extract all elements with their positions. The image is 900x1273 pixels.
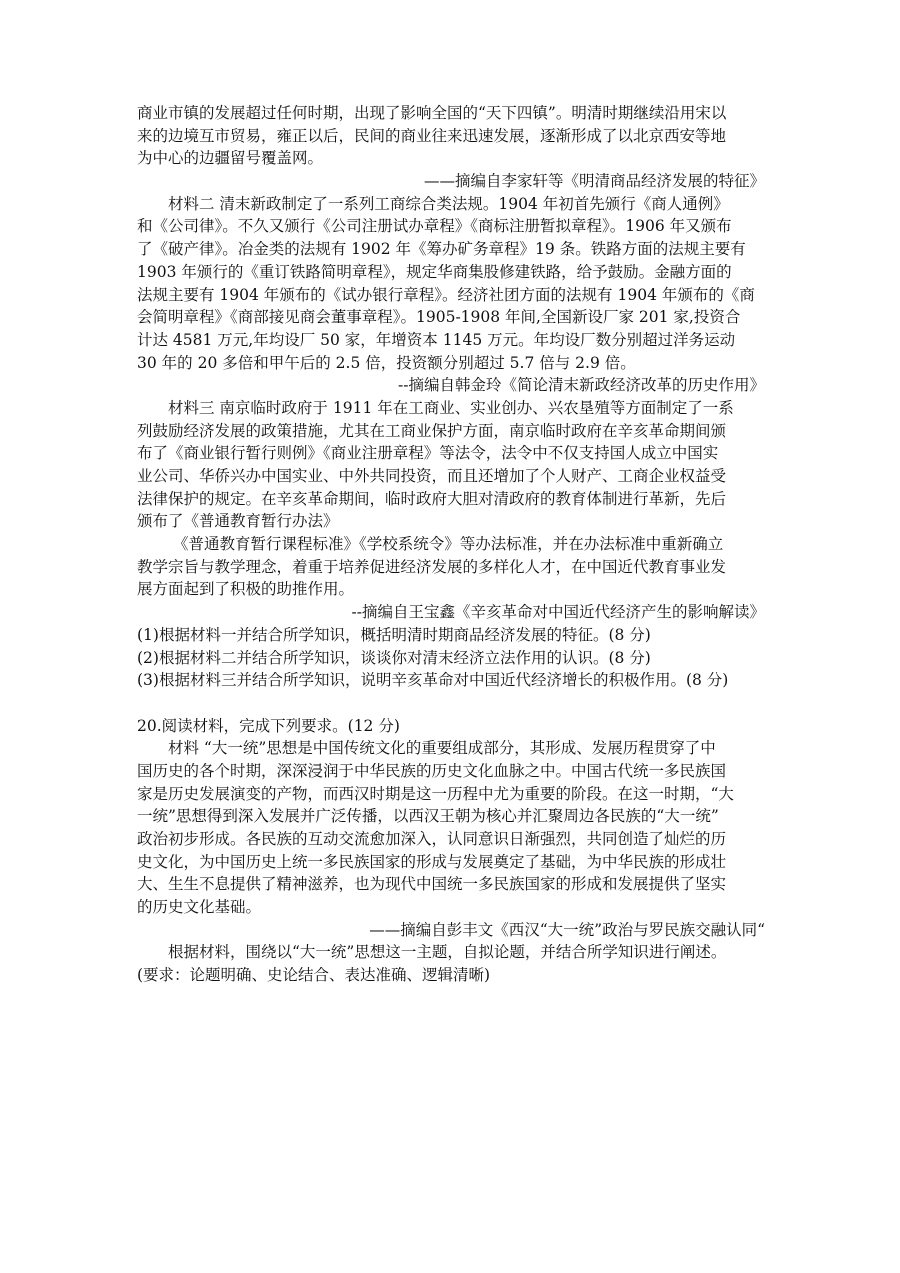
text-line: 《普通教育暂行课程标准》《学校系统令》等办法标准，并在办法标准中重新确立 [173,535,724,554]
text-line: 1903 年颁行的《重订铁路简明章程》，规定华商集股修建铁路，给予鼓励。金融方面的 [137,262,732,281]
question20-title: 20.阅读材料，完成下列要求。(12 分) [137,716,400,735]
spacer [137,692,765,715]
text-line: 了《破产律》。冶金类的法规有 1902 年《筹办矿务章程》19 条。铁路方面的法规主要有 [137,240,746,259]
text-line: 材料三 南京临时政府于 1911 年在工商业、实业创办、兴农垦殖等方面制定了一系 [168,398,734,417]
material1-source: ——摘编自李家轩等《明清商品经济发展的特征》 [423,172,765,191]
question20 [137,715,765,987]
text-line: 展方面起到了积极的助推作用。 [137,580,355,599]
material1-tail [137,102,765,193]
text-line: 计达 4581 万元,年均设厂 50 家，年增资本 1145 万元。年均设厂数分别超过洋务运动 [137,330,736,349]
text-line: 国历史的各个时期，深深浸润于中华民族的历史文化血脉之中。中国古代统一多民族国 [137,761,727,780]
question20-source: ——摘编自彭丰文《西汉“大一统”政治与罗民族交融认同“ [369,920,765,939]
text-line: 颁布了《普通教育暂行办法》 [137,512,339,531]
text-line: 史文化，为中国历史上统一多民族国家的形成与发展奠定了基础，为中华民族的形成壮 [137,852,727,871]
text-line: 列鼓励经济发展的政策措施，尤其在工商业保护方面，南京临时政府在辛亥革命期间颁 [137,421,727,440]
text-line: 家是历史发展演变的产物，而西汉时期是这一历程中尤为重要的阶段。在这一时期，“大 [137,784,734,803]
text-line: 会简明章程》《商部接见商会董事章程》。1905-1908 年间,全国新设厂家 201 家,投资合 [137,308,741,327]
question20-requirements: (要求：论题明确、史论结合、表达准确、逻辑清晰) [137,966,491,985]
material2-source: --摘编自韩金玲《简论清末新政经济改革的历史作用》 [398,376,765,395]
text-line: 材料二 清末新政制定了一系列工商综合类法规。1904 年初首先颁行《商人通例》 [168,194,729,213]
text-line: 商业市镇的发展超过任何时期，出现了影响全国的“天下四镇”。明清时期继续沿用宋以 [137,104,727,122]
text-line: 布了《商业银行暂行则例》《商业注册章程》等法令，法令中不仅支持国人成立中国实 [137,444,719,463]
subquestion-2: (2)根据材料二并结合所学知识，谈谈你对清末经济立法作用的认识。(8 分) [137,648,651,667]
question20-task: 根据材料，围绕以“大一统”思想这一主题，自拟论题，并结合所学知识进行阐述。 [168,943,727,962]
material2 [137,193,765,397]
text-line: 大、生生不息提供了精神滋养，也为现代中国统一多民族国家的形成和发展提供了坚实 [137,875,727,894]
question19-subquestions [137,624,765,692]
exam-page [137,102,765,987]
text-line: 的历史文化基础。 [137,898,262,917]
material3 [137,397,765,624]
text-line: 为中心的边疆留号覆盖网。 [137,149,324,168]
subquestion-1: (1)根据材料一并结合所学知识，概括明清时期商品经济发展的特征。(8 分) [137,625,651,644]
text-line: 教学宗旨与教学理念，着重于培养促进经济发展的多样化人才，在中国近代教育事业发 [137,557,727,576]
text-line: 业公司、华侨兴办中国实业、中外共同投资，而且还增加了个人财产、工商企业权益受 [137,467,727,485]
text-line: 和《公司律》。不久又颁行《公司注册试办章程》《商标注册暂拟章程》。1906 年又颁布 [137,217,732,236]
text-line: 法律保护的规定。在辛亥革命期间，临时政府大胆对清政府的教育体制进行革新，先后 [137,489,727,508]
text-line: 法规主要有 1904 年颁布的《试办银行章程》。经济社团方面的法规有 1904 年颁布的《商 [137,285,755,304]
text-line: 一统”思想得到深入发展并广泛传播，以西汉王朝为核心并汇聚周边各民族的“大一统” [137,807,719,826]
text-line: 政治初步形成。各民族的互动交流愈加深入，认同意识日渐强烈，共同创造了灿烂的历 [137,830,727,848]
material3-source: --摘编自王宝鑫《辛亥革命对中国近代经济产生的影响解读》 [351,603,765,622]
text-line: 材料 “大一统”思想是中国传统文化的重要组成部分，其形成、发展历程贯穿了中 [168,739,716,758]
text-line: 来的边境互市贸易，雍正以后，民间的商业往来迅速发展，逐渐形成了以北京西安等地 [137,126,727,145]
text-line: 30 年的 20 多倍和甲午后的 2.5 倍，投资额分别超过 5.7 倍与 2.9 倍。 [137,353,636,372]
subquestion-3: (3)根据材料三并结合所学知识，说明辛亥革命对中国近代经济增长的积极作用。(8 分) [137,671,729,690]
